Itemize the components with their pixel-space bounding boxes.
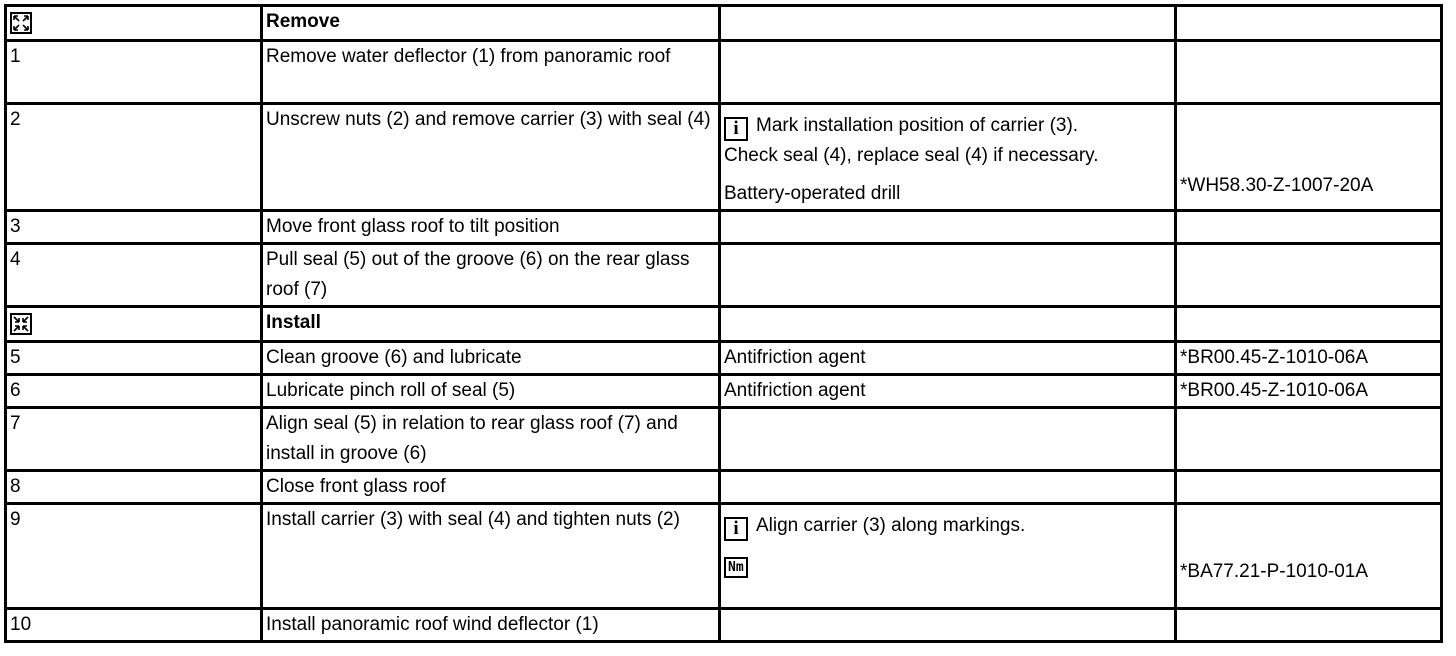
- info-icon: i: [724, 517, 748, 541]
- step-row: [6, 504, 1442, 609]
- step-text: Unscrew nuts (2) and remove carrier (3) with seal (4): [262, 104, 720, 211]
- step-text: Install carrier (3) with seal (4) and tighten nuts (2): [262, 504, 720, 609]
- step-number: 4: [6, 244, 262, 307]
- step-number: 9: [6, 504, 262, 609]
- step-row: [6, 375, 1442, 408]
- tool-text: Battery-operated drill: [724, 183, 901, 204]
- step-row: [6, 609, 1442, 642]
- step-notes: [720, 504, 1176, 609]
- reference-link[interactable]: *BR00.45-Z-1010-06A: [1176, 342, 1442, 375]
- procedure-table-wrapper: [4, 4, 1443, 643]
- step-row: [6, 342, 1442, 375]
- note-text: Mark installation position of carrier (3).: [756, 115, 1079, 136]
- remove-expand-icon: [10, 12, 32, 34]
- torque-nm-icon[interactable]: Nm: [724, 557, 748, 578]
- step-number: 2: [6, 104, 262, 211]
- step-row: [6, 104, 1442, 211]
- reference-link[interactable]: *BR00.45-Z-1010-06A: [1176, 375, 1442, 408]
- step-number: 8: [6, 471, 262, 504]
- section-row-install: [6, 307, 1442, 342]
- material-text: Antifriction agent: [720, 375, 1176, 408]
- step-text: Remove water deflector (1) from panoramic roof: [262, 41, 720, 104]
- step-number: 10: [6, 609, 262, 642]
- section-icon-cell: [6, 307, 262, 342]
- section-row-remove: [6, 6, 1442, 41]
- material-text: Antifriction agent: [720, 342, 1176, 375]
- reference-cell: [1176, 504, 1442, 609]
- reference-link[interactable]: *BA77.21-P-1010-01A: [1180, 561, 1369, 582]
- reference-link[interactable]: *WH58.30-Z-1007-20A: [1180, 175, 1374, 196]
- reference-cell: [1176, 104, 1442, 211]
- step-notes: [720, 104, 1176, 211]
- step-number: 1: [6, 41, 262, 104]
- note-text: Align carrier (3) along markings.: [756, 515, 1026, 536]
- step-row: [6, 408, 1442, 471]
- install-collapse-icon: [10, 313, 32, 335]
- section-icon-cell: [6, 6, 262, 41]
- step-number: 7: [6, 408, 262, 471]
- procedure-table: [4, 4, 1443, 643]
- step-number: 3: [6, 211, 262, 244]
- section-title: Remove: [262, 6, 720, 41]
- step-row: [6, 244, 1442, 307]
- step-text: Install panoramic roof wind deflector (1): [262, 609, 720, 642]
- step-number: 6: [6, 375, 262, 408]
- section-title: Install: [262, 307, 720, 342]
- step-row: [6, 211, 1442, 244]
- note-text: Check seal (4), replace seal (4) if necessary.: [724, 145, 1099, 166]
- step-text: Move front glass roof to tilt position: [262, 211, 720, 244]
- step-row: [6, 471, 1442, 504]
- info-icon: i: [724, 117, 748, 141]
- step-number: 5: [6, 342, 262, 375]
- step-text: Pull seal (5) out of the groove (6) on the rear glass roof (7): [262, 244, 720, 307]
- step-text: Lubricate pinch roll of seal (5): [262, 375, 720, 408]
- step-text: Clean groove (6) and lubricate: [262, 342, 720, 375]
- step-row: [6, 41, 1442, 104]
- step-text: Close front glass roof: [262, 471, 720, 504]
- step-text: Align seal (5) in relation to rear glass roof (7) and install in groove (6): [262, 408, 720, 471]
